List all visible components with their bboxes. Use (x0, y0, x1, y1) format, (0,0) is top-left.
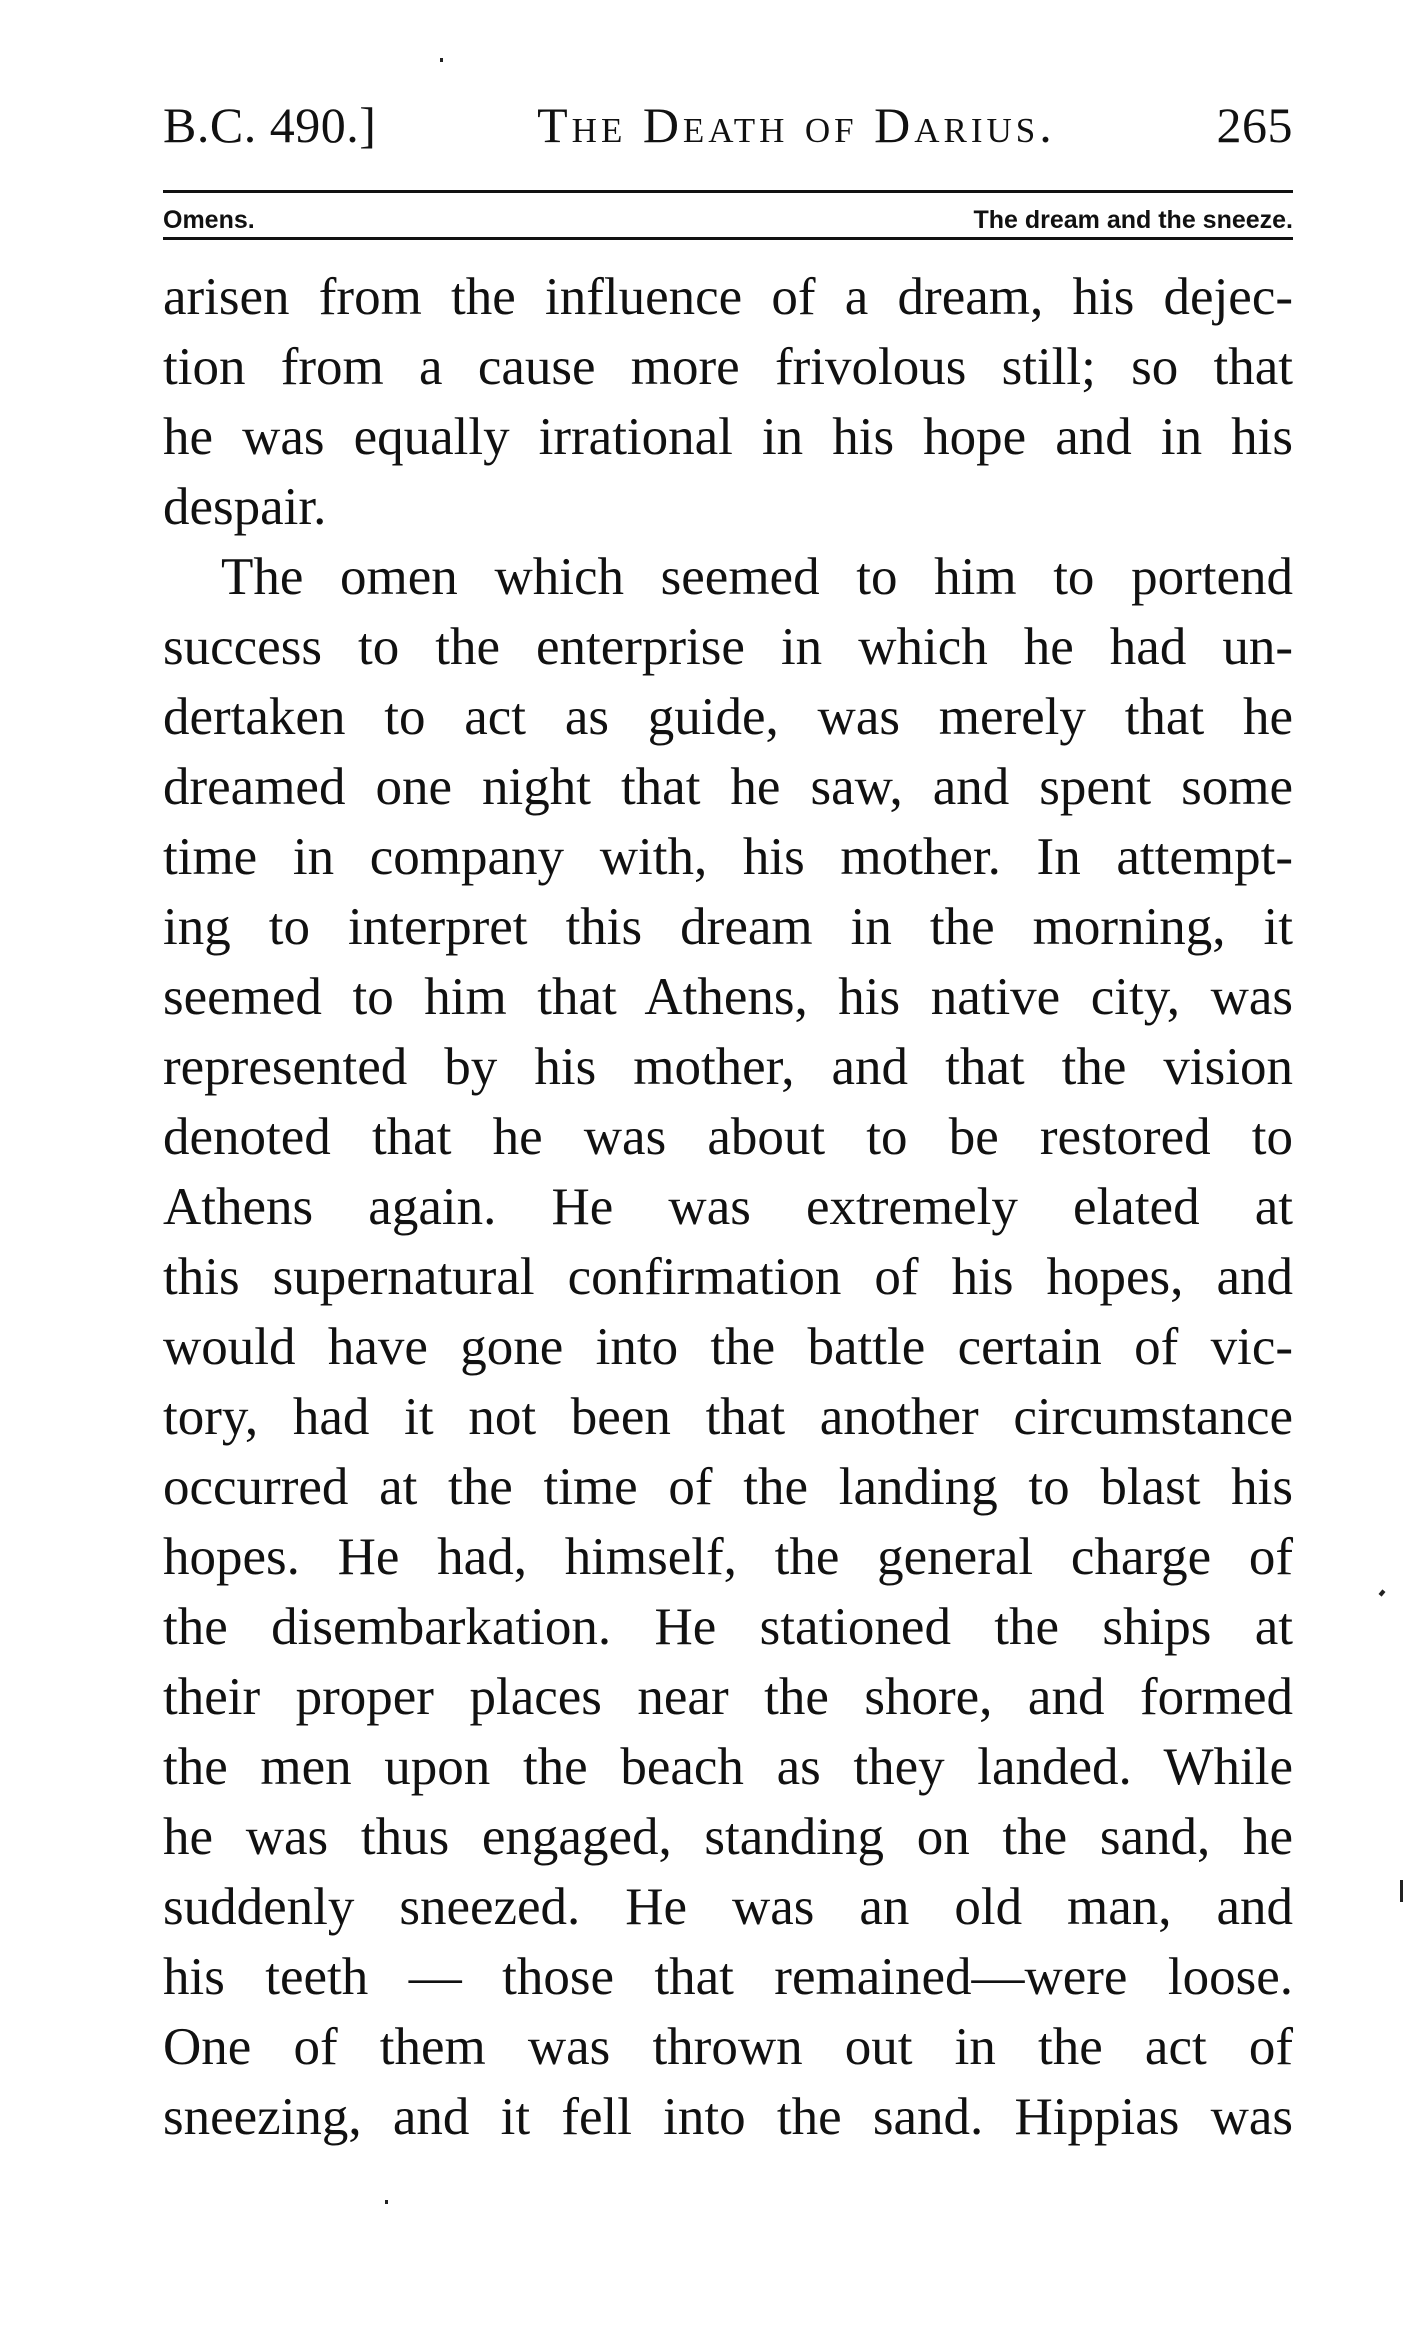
text-line: his teeth — those that remained—were loose. (163, 1948, 1293, 2006)
text-line: this supernatural confirmation of his hopes, and (163, 1248, 1293, 1306)
text-line: occurred at the time of the landing to blast his (163, 1458, 1293, 1516)
header-date: B.C. 490.] (163, 97, 377, 153)
text-line: arisen from the influence of a dream, his dejec- (163, 268, 1293, 326)
text-line: One of them was thrown out in the act of (163, 2018, 1293, 2076)
scan-speck (1379, 1589, 1386, 1596)
text-line: ing to interpret this dream in the morning, it (163, 898, 1293, 956)
text-line: represented by his mother, and that the vision (163, 1038, 1293, 1096)
scan-speck (440, 58, 443, 62)
sidenotes (163, 208, 1293, 233)
text-line: denoted that he was about to be restored to (163, 1108, 1293, 1166)
sidenote-left: Omens. (163, 206, 255, 234)
page-number: 265 (1216, 97, 1293, 153)
text-line: seemed to him that Athens, his native city, was (163, 968, 1293, 1026)
text-line: sneezing, and it fell into the sand. Hippias was (163, 2088, 1293, 2146)
header-rule-top (163, 190, 1293, 193)
scan-speck (1400, 1880, 1403, 1902)
text-line: he was thus engaged, standing on the sand, he (163, 1808, 1293, 1866)
text-line: The omen which seemed to him to portend (221, 548, 1293, 606)
text-line: the men upon the beach as they landed. While (163, 1738, 1293, 1796)
book-page (163, 97, 1293, 2152)
text-line: Athens again. He was extremely elated at (163, 1178, 1293, 1236)
text-line: despair. (163, 478, 327, 536)
scan-speck (385, 2200, 388, 2204)
running-head (163, 97, 1293, 153)
text-line: would have gone into the battle certain of vic- (163, 1318, 1293, 1376)
sidenote-right: The dream and the sneeze. (973, 206, 1293, 234)
text-line: dertaken to act as guide, was merely that he (163, 688, 1293, 746)
text-line: tory, had it not been that another circumstance (163, 1388, 1293, 1446)
text-line: dreamed one night that he saw, and spent some (163, 758, 1293, 816)
text-line: their proper places near the shore, and formed (163, 1668, 1293, 1726)
header-rule-bottom (163, 237, 1293, 240)
text-line: success to the enterprise in which he had un- (163, 618, 1293, 676)
header-title: The Death of Darius. (537, 97, 1056, 153)
body-text (163, 262, 1293, 2152)
text-line: the disembarkation. He stationed the ships at (163, 1598, 1293, 1656)
text-line: time in company with, his mother. In attempt- (163, 828, 1293, 886)
text-line: he was equally irrational in his hope and in his (163, 408, 1293, 466)
text-line: suddenly sneezed. He was an old man, and (163, 1878, 1293, 1936)
text-line: hopes. He had, himself, the general charge of (163, 1528, 1293, 1586)
text-line: tion from a cause more frivolous still; so that (163, 338, 1293, 396)
